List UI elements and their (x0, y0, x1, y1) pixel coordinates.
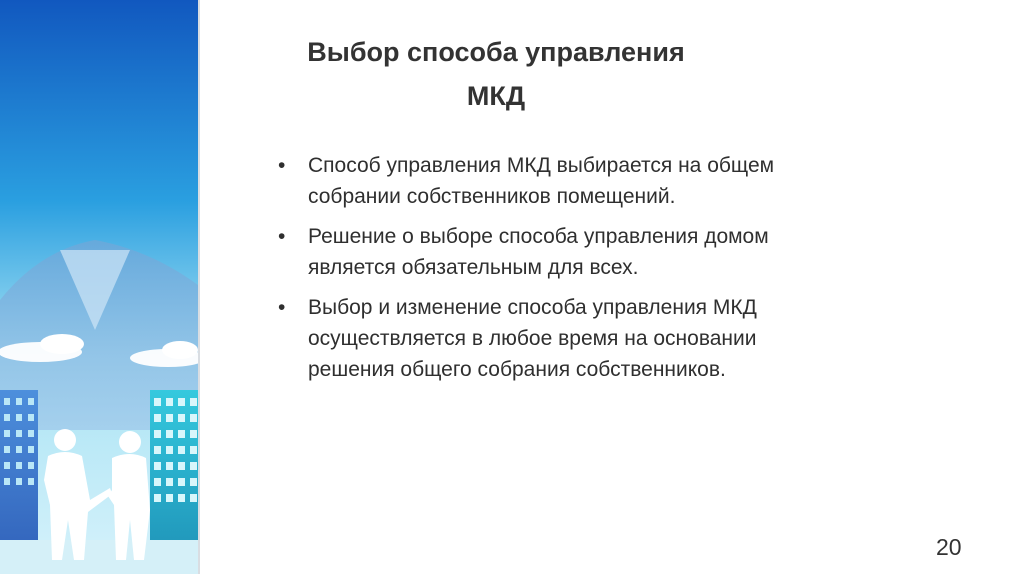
bullet-dot-icon: • (278, 296, 286, 319)
bullet-dot-icon: • (278, 154, 286, 177)
bullet-text: Способ управления МКД выбирается на общем собрании собственников помещений. (308, 154, 775, 208)
bullet-dot-icon: • (278, 225, 286, 248)
bullet-item (272, 221, 812, 283)
bullet-text: Выбор и изменение способа управления МКД осуществляется в любое время на основании решения общего собрания собственников. (308, 296, 757, 381)
bullet-list (272, 150, 812, 394)
slide-title (246, 30, 746, 118)
bullet-item (272, 292, 812, 385)
slide-title-line-1: Выбор способа управления (307, 37, 685, 67)
decorative-sidebar-illustration (0, 0, 198, 574)
page-number: 20 (936, 534, 962, 560)
sidebar-divider (198, 0, 200, 574)
bullet-item (272, 150, 812, 212)
slide-title-line-2: МКД (466, 81, 526, 111)
city-handshake-illustration (0, 0, 198, 574)
bullet-text: Решение о выборе способа управления домом является обязательным для всех. (308, 225, 769, 279)
